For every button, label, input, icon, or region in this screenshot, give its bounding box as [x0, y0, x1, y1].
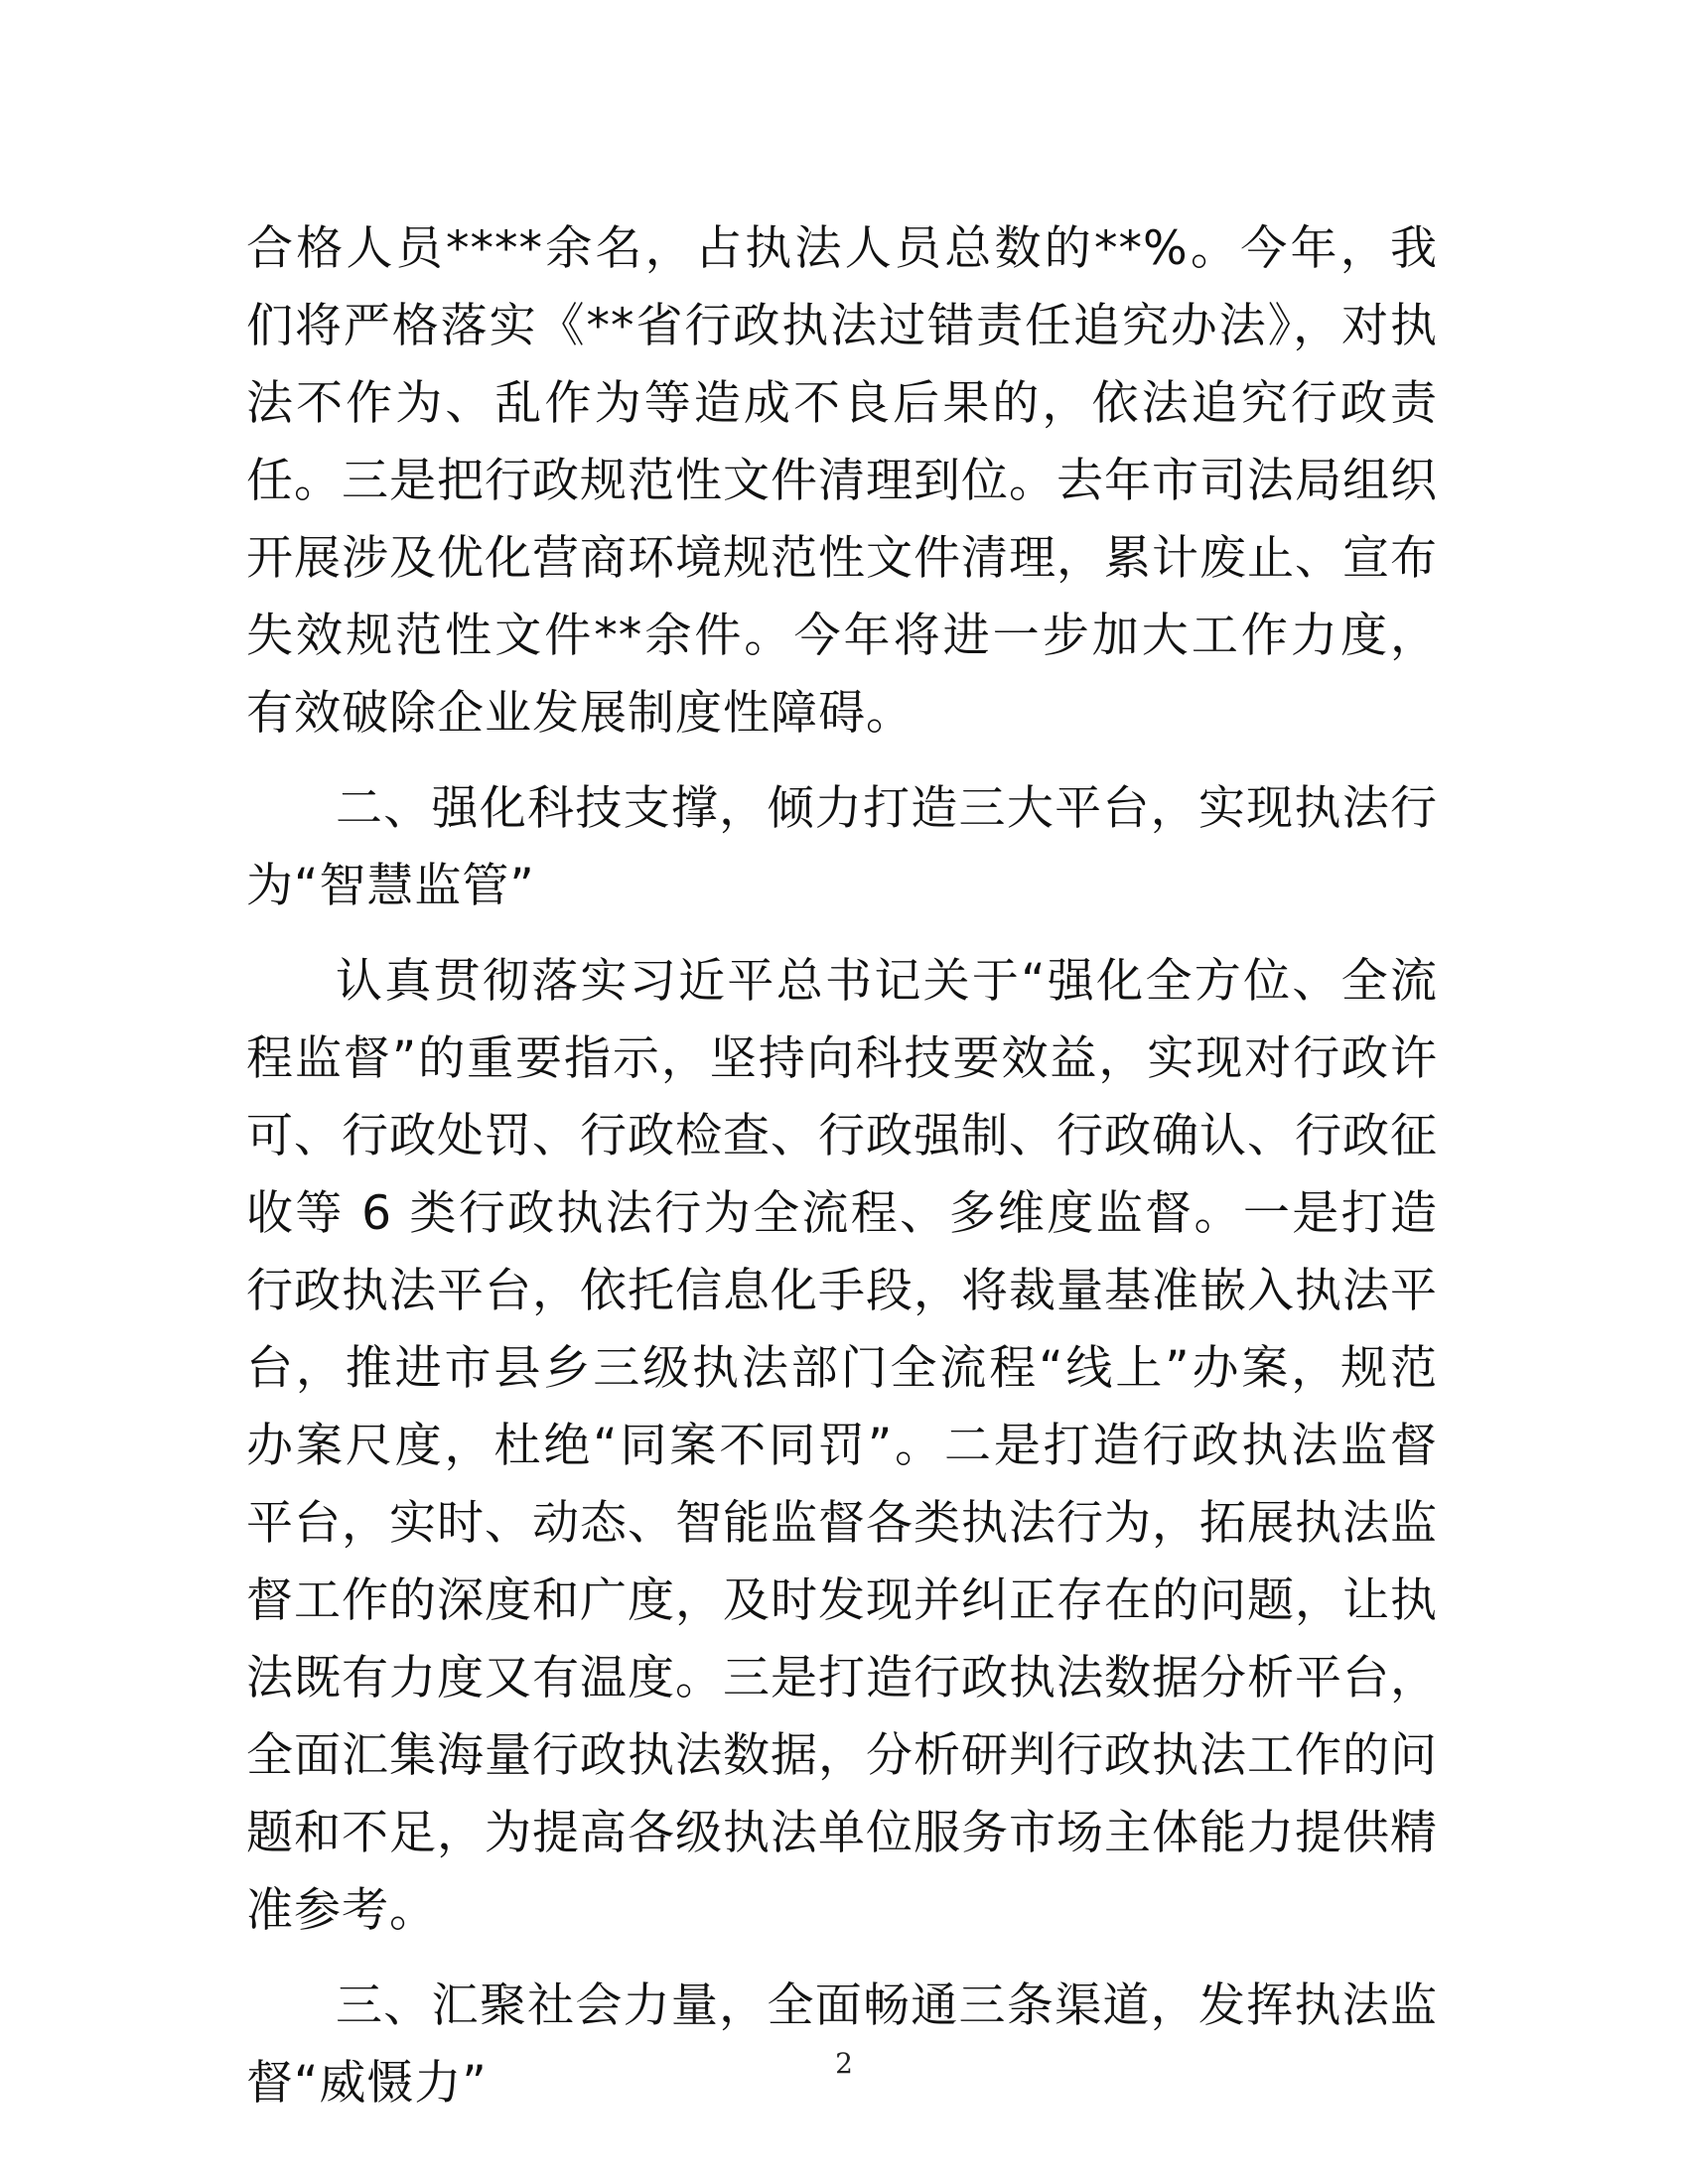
- document-body: [246, 210, 1438, 2122]
- section-heading-2: 二、强化科技支撑，倾力打造三大平台，实现执法行为“智慧监管”: [246, 781, 1438, 913]
- section-heading-3: 三、汇聚社会力量，全面畅通三条渠道，发挥执法监督“威慑力”: [246, 1979, 1438, 2111]
- body-paragraph-continuation: 合格人员****余名，占执法人员总数的**%。今年，我们将严格落实《**省行政执法过错责任追究办法》，对执法不作为、乱作为等造成不良后果的，依法追究行政责任。三是把行政规范性文件清理到位。去年市司法局组织开展涉及优化营商环境规范性文件清理，累计废止、宣布失效规范性文件**余件。今年将进一步加大工作力度，有效破除企业发展制度性障碍。: [246, 221, 1438, 741]
- body-paragraph-section-2: 认真贯彻落实习近平总书记关于“强化全方位、全流程监督”的重要指示，坚持向科技要效益，实现对行政许可、行政处罚、行政检查、行政强制、行政确认、行政征收等 6 类行政执法行为全流程、多维度监督。一是打造行政执法平台，依托信息化手段，将裁量基准嵌入执法平台，推进市县乡三级执法部门全流程“线上”办案，规范办案尺度，杜绝“同案不同罚”。二是打造行政执法监督平台，实时、动态、智能监督各类执法行为，拓展执法监督工作的深度和广度，及时发现并纠正存在的问题，让执法既有力度又有温度。三是打造行政执法数据分析平台，全面汇集海量行政执法数据，分析研判行政执法工作的问题和不足，为提高各级执法单位服务市场主体能力提供精准参考。: [246, 954, 1438, 1938]
- page-number: 2: [835, 2047, 853, 2080]
